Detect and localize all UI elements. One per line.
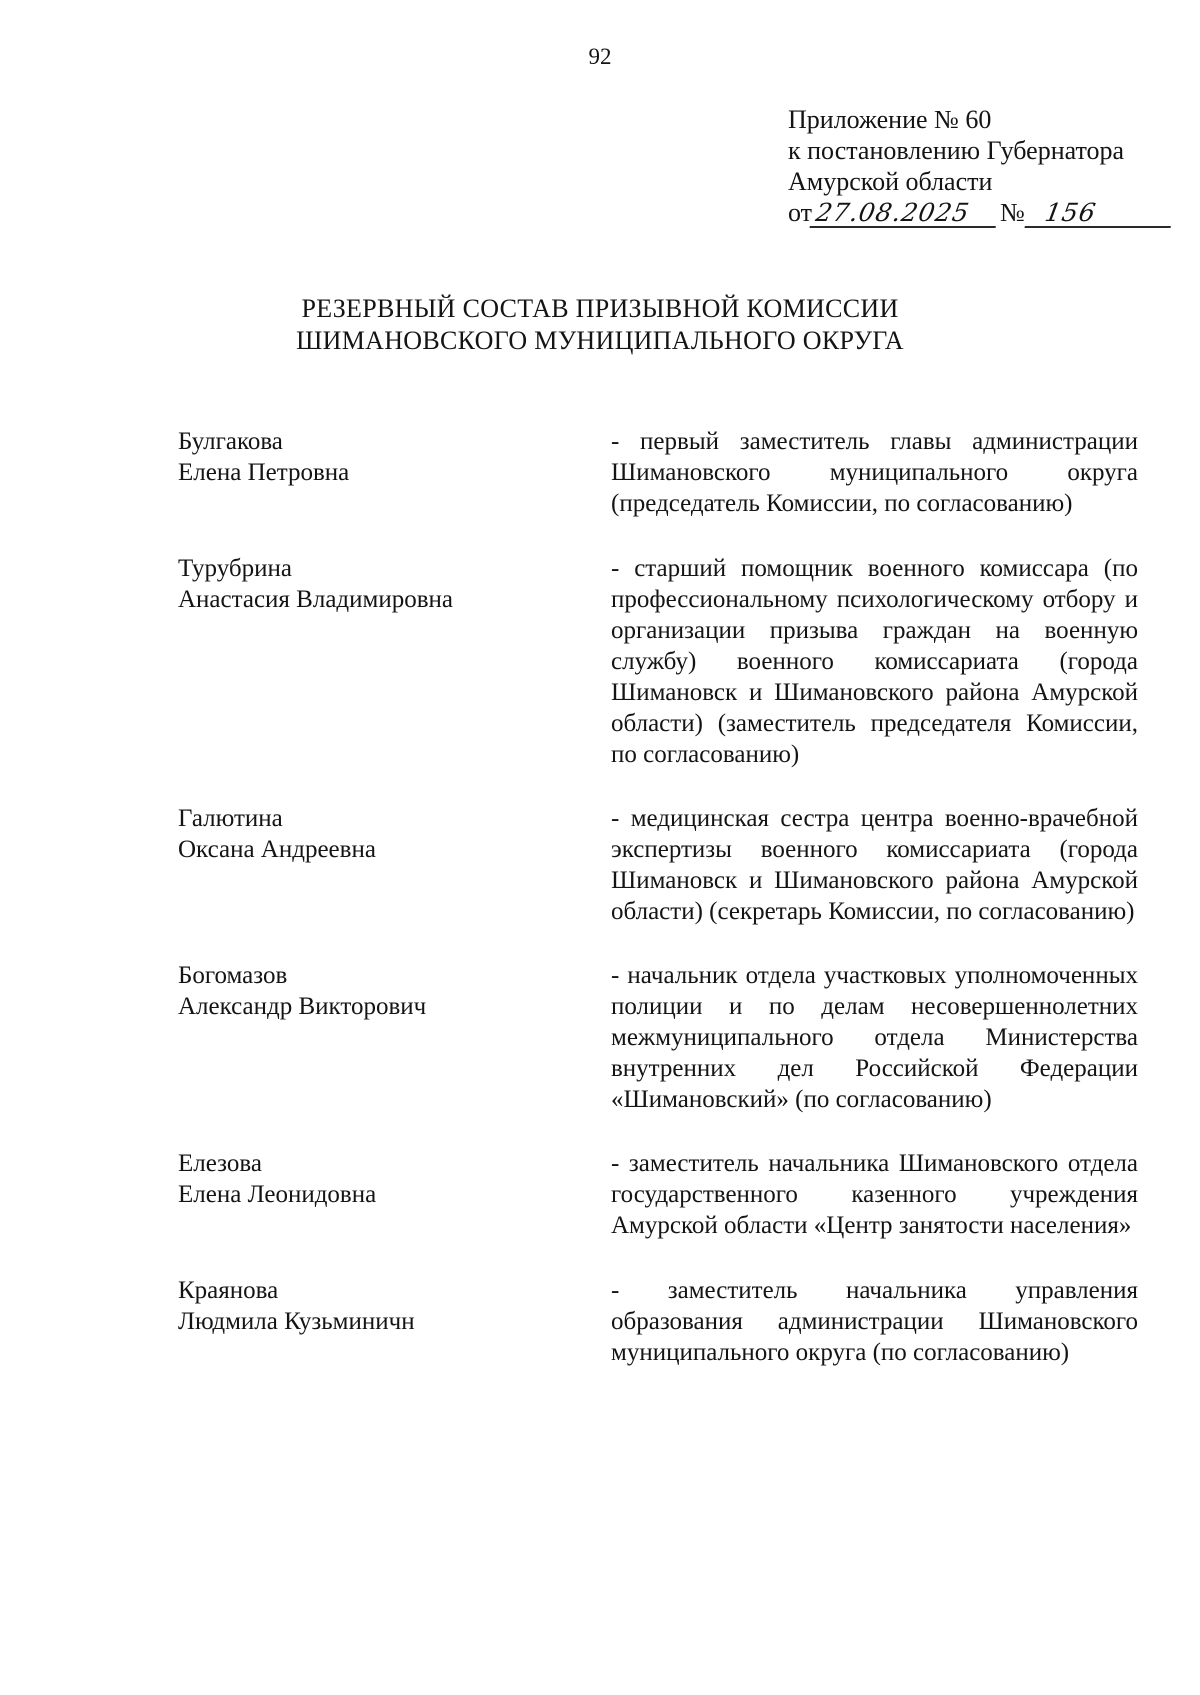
member-name bbox=[178, 803, 611, 927]
appendix-title: Приложение № 60 bbox=[788, 105, 992, 134]
handwritten-date: 27.08.2025 bbox=[810, 200, 1001, 228]
member-entry bbox=[178, 960, 1138, 1115]
page-number: 92 bbox=[588, 44, 612, 69]
member-surname: Богомазов bbox=[178, 962, 288, 989]
member-given-names: Елена Петровна bbox=[178, 459, 350, 486]
appendix-block bbox=[788, 104, 1173, 228]
member-role: - первый заместитель главы администрации Шимановского муниципального округа (председатель Комиссии, по согласованию) bbox=[611, 428, 1138, 517]
member-name bbox=[178, 426, 611, 519]
member-given-names: Оксана Андреевна bbox=[178, 836, 376, 863]
document-title-line: РЕЗЕРВНЫЙ СОСТАВ ПРИЗЫВНОЙ КОМИССИИ bbox=[301, 294, 899, 323]
member-role: - заместитель начальника управления образования администрации Шимановского муниципального округа (по согласованию) bbox=[611, 1277, 1138, 1366]
appendix-date-row bbox=[788, 197, 1173, 228]
member-role: - начальник отдела участковых уполномоченных полиции и по делам несовершеннолетних межмуниципального отдела Министерства внутренних дел Российской Федерации «Шимановский» (по согласованию) bbox=[611, 962, 1138, 1113]
member-entry bbox=[178, 1275, 1138, 1368]
member-surname: Галютина bbox=[178, 805, 283, 832]
member-entry bbox=[178, 553, 1138, 770]
member-given-names: Людмила Кузьминичн bbox=[178, 1308, 415, 1335]
appendix-region: Амурской области bbox=[788, 167, 993, 196]
member-surname: Краянова bbox=[178, 1277, 279, 1304]
member-name bbox=[178, 960, 611, 1115]
member-entry bbox=[178, 426, 1138, 519]
number-sign: № bbox=[1000, 198, 1025, 227]
member-surname: Булгакова bbox=[178, 428, 283, 455]
document-title-line: ШИМАНОВСКОГО МУНИЦИПАЛЬНОГО ОКРУГА bbox=[296, 326, 904, 355]
member-role: - старший помощник военного комиссара (по профессиональному психологическому отбору и организации призыва граждан на военную службу) военного комиссариата (города Шимановск и Шимановского района Амурской области) (заместитель председателя Комиссии, по согласованию) bbox=[611, 555, 1138, 768]
member-entry bbox=[178, 1148, 1138, 1241]
member-name bbox=[178, 1275, 611, 1368]
member-role: - заместитель начальника Шимановского отдела государственного казенного учреждения Амурской области «Центр занятости населения» bbox=[611, 1150, 1138, 1239]
handwritten-number: 156 bbox=[1024, 200, 1175, 228]
document-title bbox=[0, 293, 1200, 357]
member-given-names: Елена Леонидовна bbox=[178, 1181, 377, 1208]
member-list bbox=[178, 426, 1138, 1368]
member-surname: Елезова bbox=[178, 1150, 262, 1177]
member-name bbox=[178, 1148, 611, 1241]
member-name bbox=[178, 553, 611, 770]
member-role: - медицинская сестра центра военно-врачебной экспертизы военного комиссариата (города Шимановск и Шимановского района Амурской области) (секретарь Комиссии, по согласованию) bbox=[611, 805, 1138, 925]
member-surname: Турубрина bbox=[178, 555, 292, 582]
date-prefix: от bbox=[788, 198, 813, 227]
member-given-names: Александр Викторович bbox=[178, 993, 427, 1020]
appendix-reference: к постановлению Губернатора bbox=[788, 136, 1125, 165]
member-given-names: Анастасия Владимировна bbox=[178, 586, 453, 613]
member-entry bbox=[178, 803, 1138, 927]
